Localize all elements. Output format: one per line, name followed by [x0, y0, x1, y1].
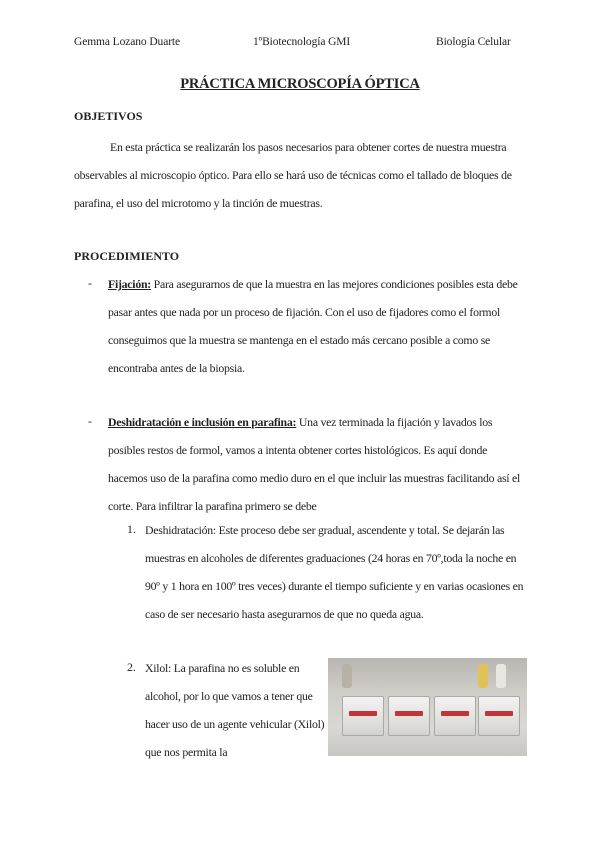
bullet-marker: -: [88, 414, 92, 428]
bottle-shape: [478, 664, 488, 688]
dehydration-lead: Deshidratación e inclusión en parafina:: [108, 415, 297, 429]
header-course: 1ºBiotecnología GMI: [253, 36, 351, 48]
fixation-text: Para asegurarnos de que la muestra en las mejores condiciones posibles esta debe pasar antes que nada por un proceso de fijación. Con el uso de fijadores como el formol conseguimos que la muestra se mantenga en el estado más cercano posible a como se encontraba antes de la biopsia.: [108, 277, 518, 375]
bottle-shape: [342, 664, 352, 688]
sample-jar: [388, 696, 430, 736]
bullet-marker: -: [88, 276, 92, 290]
header-author: Gemma Lozano Duarte: [74, 36, 181, 48]
dehydration-item: [108, 408, 526, 520]
step-number: 1.: [127, 522, 136, 536]
dehydration-text: Una vez terminada la fijación y lavados los posibles restos de formol, vamos a intenta obtener cortes histológicos. Es aquí donde hacemos uso de la parafina como medio duro en el que incluir las muestras facilitando así el corte. Para infiltrar la parafina primero se debe: [108, 415, 521, 513]
sample-jar: [434, 696, 476, 736]
step-number: 2.: [127, 660, 136, 674]
objectives-paragraph: En esta práctica se realizarán los pasos necesarios para obtener cortes de nuestra muestra observables al microscopio óptico. Para ello se hará uso de técnicas como el tallado de bloques de parafina, el uso del microtomo y la tinción de muestras.: [74, 140, 512, 210]
objectives-heading: OBJETIVOS: [74, 109, 143, 123]
procedure-heading: PROCEDIMIENTO: [74, 249, 180, 263]
sample-jar: [478, 696, 520, 736]
bottle-shape: [496, 664, 506, 688]
sample-jar: [342, 696, 384, 736]
sample-jars-photo: [328, 658, 527, 756]
fixation-item: [108, 270, 526, 382]
fixation-lead: Fijación:: [108, 277, 151, 291]
step-dehydration: Deshidratación: Este proceso debe ser gradual, ascendente y total. Se dejarán las muestras en alcoholes de diferentes graduaciones (24 horas en 70º,toda la noche en 90º y 1 hora en 100º tres veces) durante el tiempo suficiente y en varias ocasiones en caso de ser necesario hasta asegurarnos de que no queda agua.: [145, 523, 524, 621]
header-subject: Biología Celular: [436, 36, 511, 48]
step-xylol: Xilol: La parafina no es soluble en alcohol, por lo que vamos a tener que hacer uso de un agente vehicular (Xilol) que nos permita la: [145, 661, 325, 759]
document-title: PRÁCTICA MICROSCOPÍA ÓPTICA: [180, 76, 420, 92]
